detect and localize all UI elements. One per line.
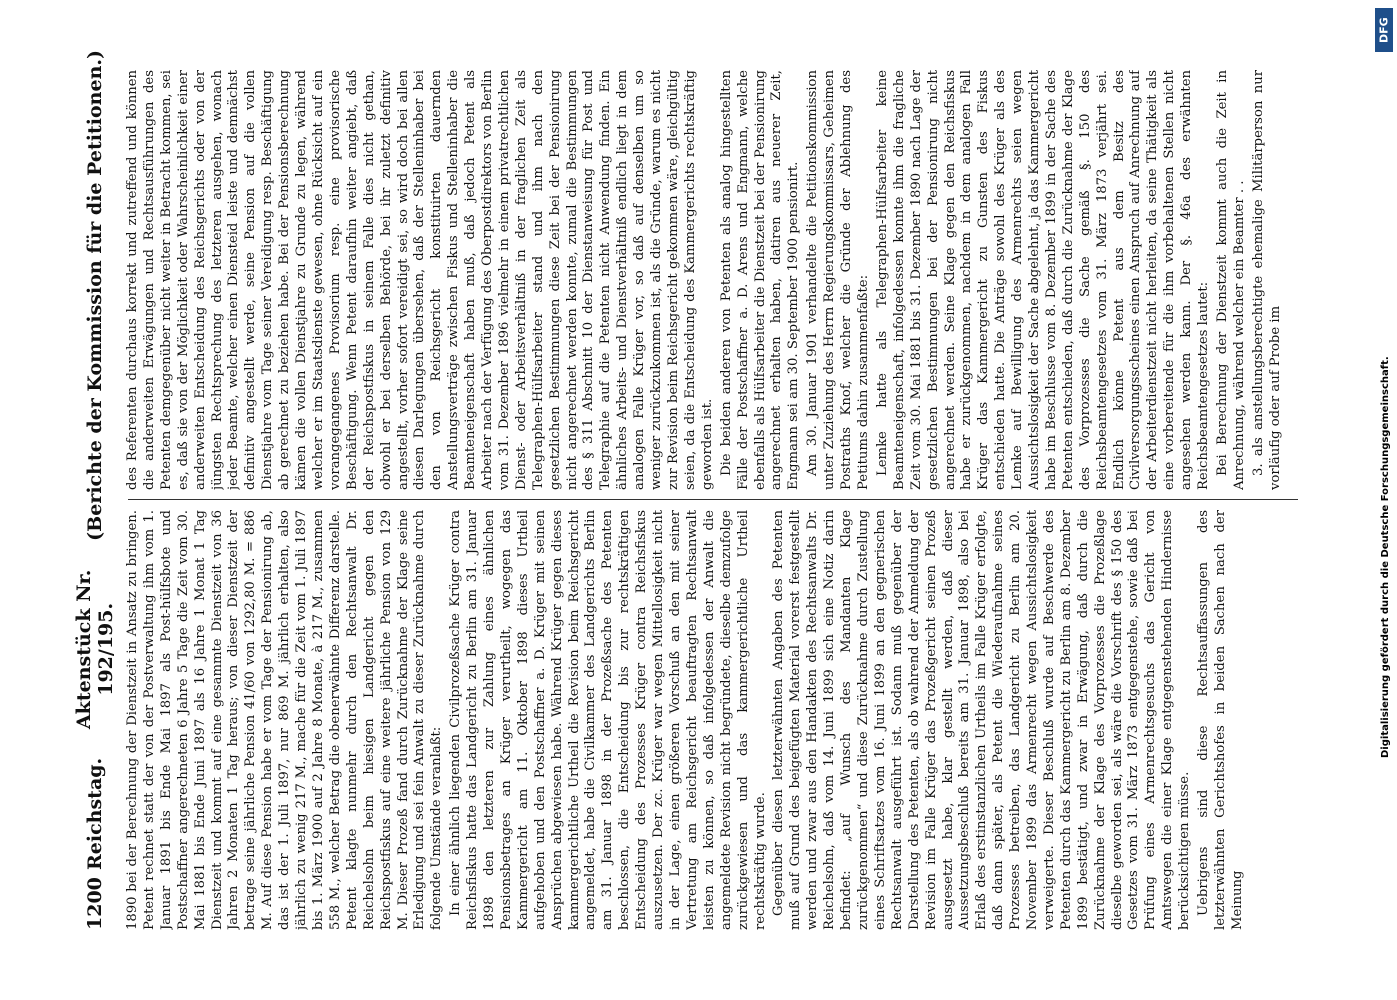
- paragraph: 1890 bei der Berechnung der Dienstzeit in Ansatz zu bringen. Petent rechnet statt der von der Postverwaltung ihm vom 1. Januar 1891 bis Ende Mai 1897 als Post-hülfsbote und Postschaffner angerechneten 6 Jahre 5 Tage die Zeit vom 30. Mai 1881 bis Ende Juni 1897 als 16 Jahre 1 Monat 1 Tag Dienstzeit und kommt auf eine gesammte Dienstzeit von 36 Jahren 2 Monaten 1 Tag heraus; von dieser Dienstzeit der betrage seine jährliche Pension 41/60 von 1292,80 M. = 886 M. Auf diese Pension habe er vom Tage der Pensionirung ab, das ist der 1. Juli 1897, nur 869 M. jährlich erhalten, also jährlich zu wenig 217 M., mache für die Zeit vom 1. Juli 1897 bis 1. März 1900 auf 2 Jahre 8 Monate, à 217 M., zusammen 558 M., welcher Betrag die obenerwähnte Differenz darstelle. Petent klagte nunmehr durch den Rechtsanwalt Dr. Reichelsohn beim hiesigen Landgericht gegen den Reichspostfiskus auf eine weitere jährliche Pension von 129 M. Dieser Prozeß fand durch Zurücknahme der Klage seine Erledigung und sei fein Anwalt zu dieser Zurücknahme durch folgende Umstände veranlaßt:: [125, 510, 445, 930]
- header-right-title: (Berichte der Kommission für die Petitionen.): [84, 50, 106, 541]
- column-divider: [128, 499, 1298, 500]
- paragraph: Am 30. Januar 1901 verhandelte die Petitionskommission unter Zuziehung des Herrn Regierungskommissars, Geheimen Postraths Knof, welcher die Gründe der Ablehnung des Petitums dahin zusammenfaßte:: [805, 70, 871, 490]
- paragraph: Uebrigens sind diese Rechtsauffassungen des letzterwähnten Gerichtshofes in beiden Sachen nach der Meinung: [1196, 510, 1245, 930]
- dfg-logo: DFG: [1375, 8, 1393, 52]
- header-left-title: Reichstag.: [84, 757, 106, 870]
- digitization-sidebar: [1371, 0, 1397, 1000]
- paragraph: des Referenten durchaus korrekt und zutreffend und können die anderweiten Erwägungen und Rechtsausführungen des Petenten demgegenüber nicht weiter in Betracht kommen, sei es, daß sie von der Möglichkeit oder Wahrscheinlichkeit einer anderweiten Entscheidung des Reichsgerichts oder von der jüngsten Rechtsprechung des letzteren ausgehen, wonach jeder Beamte, welcher einen Diensteid leiste und demnächst definitiv angestellt werde, seine Pension auf die vollen Dienstjahre vom Tage seiner Vereidigung resp. Beschäftigung ab gerechnet zu beziehen habe. Bei der Pensionsberechnung kämen die vollen Dienstjahre zu Grunde zu legen, während welcher er im Staatsdienste gewesen, ohne Rücksicht auf ein vorangegangenes Provisorium resp. eine provisorische Beschäftigung. Wenn Petent daraufhin weiter angiebt, daß der Reichspostfiskus in seinem Falle dies nicht gethan, obwohl er bei derselben Behörde, bei ihr zuletzt definitiv angestellt, vorher sofort vereidigt sei, so wird doch bei allen diesen Darlegungen übersehen, daß der Stelleninhaber bei den von Reichsgericht konstituirten dauernden Anstellungsverträge zwischen Fiskus und Stelleninhaber die Beamteneigenschaft haben muß, daß jedoch Petent als Arbeiter nach der Verfügung des Oberpostdirektors von Berlin vom 31. Dezember 1896 vielmehr in einem privatrechtlichen Dienst- oder Arbeitsverhältniß in der fraglichen Zeit als Telegraphen-Hülfsarbeiter stand und ihm nach den gesetzlichen Bestimmungen diese Zeit bei der Pensionirung nicht angerechnet werden konnte, zumal die Bestimmungen des § 311 Abschnitt 10 der Dienstanweisung für Post und Telegraphie auf die Petenten nicht Anwendung finden. Ein ähnliches Arbeits- und Dienstverhältniß endlich liegt in dem analogen Falle Krüger vor, so daß auf denselben um so weniger zurückzukommen ist, als die Gründe, warum es nicht zur Revision beim Reichsgericht gekommen wäre, gleichgültig seien, da die Entscheidung des Kammergerichts rechtskräftig geworden ist.: [125, 70, 715, 490]
- funding-note: Digitalisierung gefördert durch die Deutsche Forschungsgemeinschaft.: [1380, 356, 1391, 758]
- left-column: [125, 510, 1305, 930]
- paragraph: Lemke hatte als Telegraphen-Hülfsarbeiter keine Beamteneigenschaft, infolgedessen konnte ihm die fragliche Zeit vom 30. Mai 1881 bis 31. Dezember 1890 nach Lage der gesetzlichen Bestimmungen bei der Pensionirung nicht angerechnet werden. Seine Klage gegen den Reichsfiskus habe er zurückgenommen, nachdem in dem analogen Fall Krüger das Kammergericht zu Gunsten des Fiskus entschieden hatte. Die Anträge sowohl des Krüger als des Lemke auf Bewilligung des Armenrechts seien wegen Aussichtslosigkeit der Sache abgelehnt, ja das Kammergericht habe im Beschlusse vom 8. Dezember 1899 in der Sache des Petenten entschieden, daß durch die Zurücknahme der Klage des Vorprozesses die Sache gemäß §. 150 des Reichsbeamtengesetzes vom 31. März 1873 verjährt sei. Endlich könne Petent aus dem Besitz des Civilversorgungsscheines einen Anspruch auf Anrechnung auf der Arbeiterdienstzeit nicht herleiten, da seine Thätigkeit als eine vorbereitende für die ihm vorbehaltenen Stellen nicht angesehen werden kann. Der §. 46a des erwähnten Reichsbeamtengesetzes lautet:: [874, 70, 1212, 490]
- right-column: [125, 70, 1305, 490]
- paragraph: 3. als anstellungsberechtigte ehemalige Militärperson nur vorläufig oder auf Probe im: [1250, 70, 1283, 490]
- paragraph: In einer ähnlich liegenden Civilprozeßsache Krüger contra Reichsfiskus hatte das Landgericht zu Berlin am 31. Januar 1898 den letzteren zur Zahlung eines ähnlichen Pensionsbetrages an Krüger verurtheilt, wogegen das Kammergericht am 11. Oktober 1898 dieses Urtheil aufgehoben und den Postschaffner a. D. Krüger mit seinen Ansprüchen abgewiesen habe. Während Krüger gegen dieses kammergerichtliche Urtheil die Revision beim Reichsgericht angemeldet, habe die Civilkammer des Landgerichts Berlin am 31. Januar 1898 in der Prozeßsache des Petenten beschlossen, die Entscheidung bis zur rechtskräftigen Entscheidung des Prozesses Krüger contra Reichsfiskus auszusetzen. Der zc. Krüger war wegen Mittellosigkeit nicht in der Lage, einen größeren Vorschuß an den mit seiner Vertretung am Reichsgericht beauftragten Rechtsanwalt leisten zu können, so daß infolgedessen der Anwalt die angemeldete Revision nicht begründete, dieselbe demzufolge zurückgewiesen und das kammergerichtliche Urtheil rechtskräftig wurde.: [448, 510, 768, 930]
- paragraph: Die beiden anderen von Petenten als analog hingestellten Fälle der Postschaffner a. D. Arens und Engmann, welche ebenfalls als Hülfsarbeiter die Dienstzeit bei der Pensionirung angerechnet erhalten haben, datiren aus neuerer Zeit, Engmann sei am 30. September 1900 pensionirt.: [718, 70, 802, 490]
- page-number: 1200: [84, 877, 106, 930]
- header-center-title: Aktenstück Nr. 192/195.: [73, 569, 117, 730]
- page-header: [73, 50, 117, 930]
- paragraph: Bei Berechnung der Dienstzeit kommt auch die Zeit in Anrechnung, während welcher ein Beamter . .: [1215, 70, 1247, 490]
- paragraph: Gegenüber diesen letzterwähnten Angaben des Petenten muß auf Grund des beigefügten Material vorerst festgestellt werden und zwar aus den Handakten des Rechtsanwalts Dr. Reichelsohn, daß vom 14. Juni 1899 sich eine Notiz darin befindet: „auf Wunsch des Mandanten Klage zurückgenommen“ und diese Zurücknahme durch Zustellung eines Schriftsatzes vom 16. Juni 1899 an den gegnerischen Rechtsanwalt ausgeführt ist. Sodann muß gegenüber der Darstellung des Petenten, als ob wahrend der Anmeldung der Revision im Falle Krüger das Prozeßgericht seinen Prozeß ausgesetzt habe, klar gestellt werden, daß dieser Aussetzungsbeschluß bereits am 31. Januar 1898, also bei Erlaß des erstinstanzlichen Urtheils im Falle Krüger erfolgte, daß dann später, als Petent die Wiederaufnahme seines Prozesses betreiben, das Landgericht zu Berlin am 20. November 1899 das Armenrecht wegen Aussichtslosigkeit verweigerte. Dieser Beschluß wurde auf Beschwerde des Petenten durch das Kammergericht zu Berlin am 8. Dezember 1899 bestätigt, und zwar in Erwägung, daß durch die Zurücknahme der Klage des Vorprozesses die Prozeßlage dieselbe geworden sei, als wäre die Vorschrift des § 150 des Gesetzes vom 31. März 1873 entgegenstehe, sowie daß bei Prüfung eines Armenrechtsgesuchs das Gericht von Amtswegen die einer Klage entgegenstehenden Hindernisse berücksichtigen müsse.: [771, 510, 1193, 930]
